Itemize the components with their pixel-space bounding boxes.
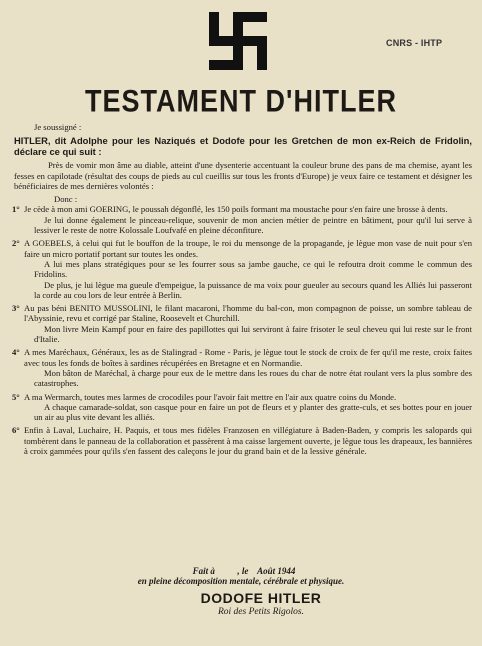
testament-body	[14, 122, 472, 456]
bequest-number: 6°	[12, 425, 20, 436]
signature-date-line: Fait à , le Août 1944	[192, 566, 296, 576]
archive-stamp: CNRS - IHTP	[386, 38, 443, 48]
bequest-number: 2°	[12, 238, 20, 249]
bequest-paragraph: Je cède à mon ami GOERING, le poussah dégonflé, les 150 poils formant ma moustache pour s'en faire une brosse à dents.	[24, 204, 448, 215]
bequest-2	[14, 238, 472, 300]
intro-preamble: Près de vomir mon âme au diable, atteint d'une dysenterie accentuant la couleur brune des pans de ma chemise, ayant les fesses en capilotade (résultat des coups de pieds au cul cueillis sur tous les fronts d'Europe) je veux faire ce testament et désigner les bénéficiaires de mes dernières volontés :	[14, 160, 472, 191]
signature-condition: en pleine décomposition mentale, cérébrale et physique.	[137, 576, 345, 586]
bequest-3	[14, 303, 472, 344]
bequest-6	[14, 425, 472, 456]
intro-declarant: HITLER, dit Adolphe pour les Naziqués et Dodofe pour les Gretchen de mon ex-Reich de Fridolin, déclare ce qui suit :	[14, 135, 472, 158]
bequest-4	[14, 347, 472, 388]
bequest-paragraph: Au pas béni BENITO MUSSOLINI, le filant macaroni, l'homme du bal-con, mon compagnon de poisse, un sombre tableau de l'Abyssinie, revu et corrigé par Staline, Roosevelt et Churchill.	[24, 303, 472, 324]
bequest-number: 1°	[12, 204, 20, 215]
bequest-paragraph: De plus, je lui lègue ma gueule d'empeigue, la puissance de ma voix pour gueuler au secours quand les Alliés lui passeront la corde au cou lors de leur entrée à Berlin.	[34, 279, 472, 300]
bequest-paragraph: A ma Wermarch, toutes mes larmes de crocodiles pour l'avoir fait mettre en l'air aux quatre coins du Monde.	[24, 391, 397, 402]
intro-soussigne: Je soussigné :	[34, 122, 82, 132]
signature-block	[0, 566, 482, 617]
bequest-5	[14, 392, 472, 423]
bequest-paragraph: A GOEBELS, à celui qui fut le bouffon de la troupe, le roi du mensonge de la propagande, je lègue mon vase de nuit pour s'en faire un micro portatif portant sur toutes les ondes.	[24, 238, 472, 259]
bequest-number: 5°	[12, 391, 20, 402]
bequest-number: 3°	[12, 303, 20, 314]
intro-donc: Donc :	[54, 194, 78, 205]
bequest-paragraph: A mes Maréchaux, Généraux, les as de Stalingrad - Rome - Paris, je lègue tout le stock de croix de fer qu'il me reste, croix faites avec tous les fonds de boîtes à sardines récupérées en Bretagne et en Normandie.	[24, 347, 472, 368]
bequest-number: 4°	[12, 347, 20, 358]
bequest-paragraph: Mon livre Mein Kampf pour en faire des papillottes qui lui serviront à faire frisoter le seul cheveu qui lui reste sur le front d'Italie.	[34, 323, 472, 345]
bequest-paragraph: A lui mes plans stratégiques pour se les fourrer sous sa jambe gauche, ce qui le refoutra droit comme le commun des Fridolins.	[34, 258, 472, 280]
signature-name: DODOFE HITLER	[200, 590, 322, 606]
bequest-paragraph: Je lui donne également le pinceau-relique, souvenir de mon ancien métier de peintre en bâtiment, pour qu'il lui serve à lessiver le reste de notre Kolossale Loufvafé en pleine déconfiture.	[34, 214, 472, 236]
swastika-emblem-icon	[205, 8, 271, 74]
page-title: TESTAMENT D'HITLER	[85, 83, 397, 119]
bequest-paragraph: Mon bâton de Maréchal, à charge pour eux de le mettre dans les roues du char de notre état roulant vers la plus sombre des catastrophes.	[34, 367, 472, 389]
bequest-paragraph: Enfin à Laval, Luchaire, H. Paquis, et tous mes fidèles Franzosen en villégiature à Baden-Baden, y compris les salopards qui tombèrent dans le panneau de la collaboration et passèrent à ma caisse largement ouverte, je lègue tous les drapeaux, les bannières à croix gammées pour qu'ils s'en fassent des caleçons le jour du grand bain et de la lessive générale.	[24, 425, 472, 457]
bequest-1	[14, 204, 472, 235]
bequest-paragraph: A chaque camarade-soldat, son casque pour en faire un pot de fleurs et y planter des gratte-culs, et ses bottes pour en jouer un air au plus vite devant les alliés.	[34, 401, 472, 423]
signature-role: Roi des Petits Rigolos.	[217, 607, 305, 617]
